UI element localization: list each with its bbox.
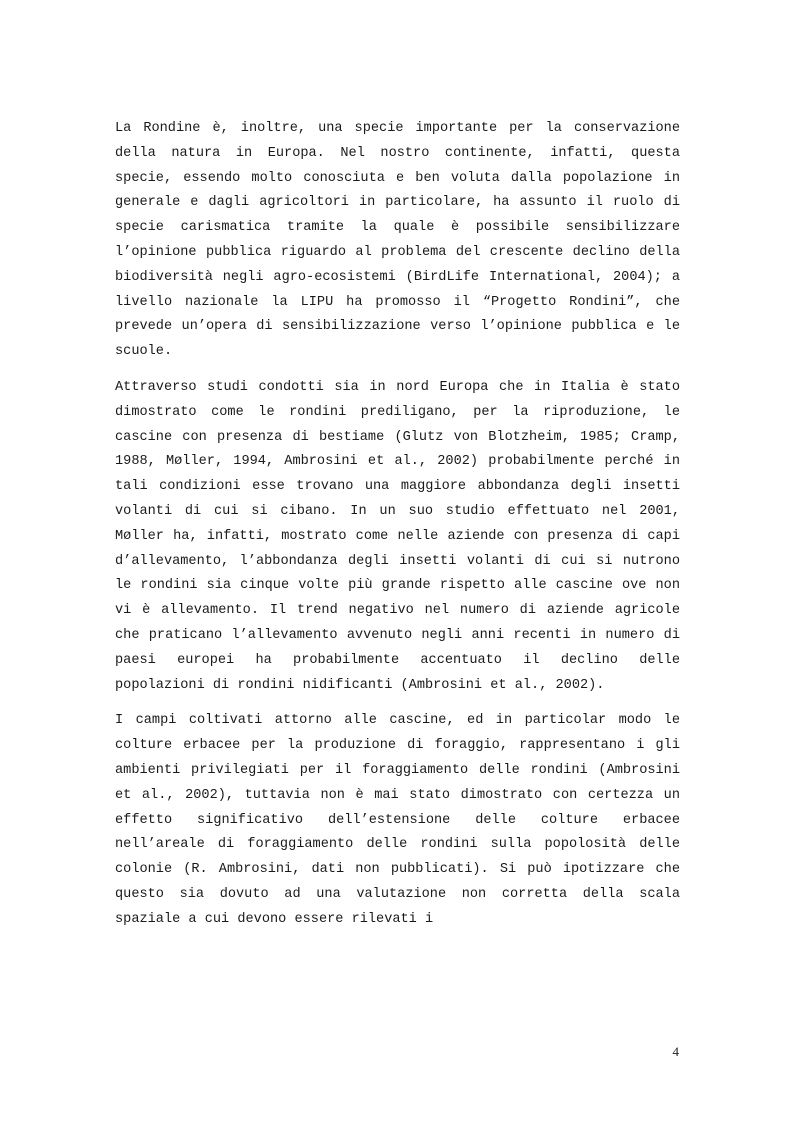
document-body [115,117,680,933]
paragraph-3: I campi coltivati attorno alle cascine, ed in particolar modo le colture erbacee per la produzione di foraggio, rappresentano i gli ambienti privilegiati per il foraggiamento delle rondini (Ambrosini et al., 2002), tuttavia non è mai stato dimostrato con certezza un effetto significativo dell’estensione delle colture erbacee nell’areale di foraggiamento delle rondini sulla popolosità delle colonie (R. Ambrosini, dati non pubblicati). Si può ipotizzare che questo sia dovuto ad una valutazione non corretta della scala spaziale a cui devono essere rilevati i [115,713,680,927]
paragraph-2: Attraverso studi condotti sia in nord Europa che in Italia è stato dimostrato come le rondini prediligano, per la riproduzione, le cascine con presenza di bestiame (Glutz von Blotzheim, 1985; Cramp, 1988, Møller, 1994, Ambrosini et al., 2002) probabilmente perché in tali condizioni esse trovano una maggiore abbondanza degli insetti volanti di cui si cibano. In un suo studio effettuato nel 2001, Møller ha, infatti, mostrato come nelle aziende con presenza di capi d’allevamento, l’abbondanza degli insetti volanti di cui si nutrono le rondini sia cinque volte più grande rispetto alle cascine ove non vi è allevamento. Il trend negativo nel numero di aziende agricole che praticano l’allevamento avvenuto negli anni recenti in numero di paesi europei ha probabilmente accentuato il declino delle popolazioni di rondini nidificanti (Ambrosini et al., 2002). [115,379,680,693]
page-number: 4 [672,1044,679,1059]
paragraph-1: La Rondine è, inoltre, una specie importante per la conservazione della natura in Europa. Nel nostro continente, infatti, questa specie, essendo molto conosciuta e ben voluta dalla popolazione in generale e dagli agricoltori in particolare, ha assunto il ruolo di specie carismatica tramite la quale è possibile sensibilizzare l’opinione pubblica riguardo al problema del crescente declino della biodiversità negli agro-ecosistemi (BirdLife International, 2004); a livello nazionale la LIPU ha promosso il “Progetto Rondini”, che prevede un’opera di sensibilizzazione verso l’opinione pubblica e le scuole. [115,121,680,360]
